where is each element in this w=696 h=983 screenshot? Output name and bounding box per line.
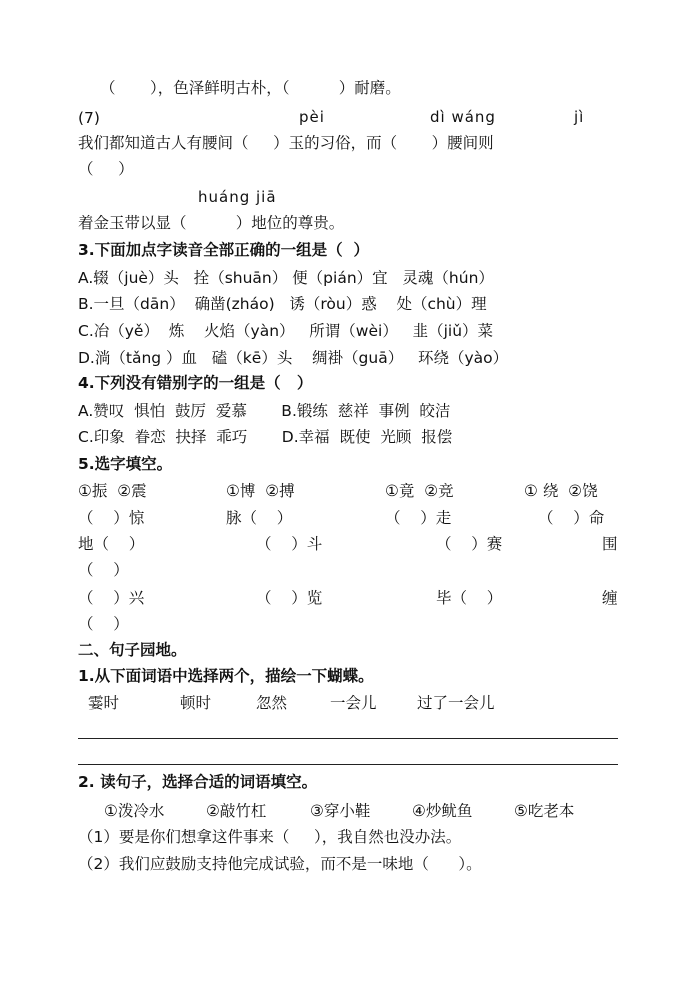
q5-item: （ ）斗 [256,535,323,553]
q5-item: （ ）赛 [436,535,503,553]
q7-number: (7) [78,109,100,127]
idiom-option: ②敲竹杠 [206,802,267,820]
word-option: 一会儿 [330,694,377,712]
answer-line [78,738,618,739]
q7-line1: 我们都知道古人有腰间（ ）玉的习俗，而（ ）腰间则 [78,134,494,152]
q3-option-b: B.一旦（dān） 确凿(zháo) 诱（ròu）惑 处（chù）理 [78,295,487,313]
q5-chars-4: ① 绕 ②饶 [524,482,598,500]
word-option: 忽然 [256,694,288,712]
q5-wrapped-blank: （ ） [78,615,129,633]
pinyin-ji: jì [574,108,585,126]
q5-chars-2: ①博 ②搏 [226,482,295,500]
pinyin-diwang: dì wáng [430,108,496,126]
q4-option-cd: C.印象 眷恋 抉择 乖巧 D.幸福 既使 光顾 报偿 [78,428,453,446]
answer-line [78,764,618,765]
pinyin-huangjia: huáng jiā [198,188,277,206]
q5-item: 缠 [602,589,618,607]
pinyin-pei: pèi [299,108,325,126]
q3-title: 3.下面加点字读音全部正确的一组是（ ） [78,241,369,259]
intro-line: （ ），色泽鲜明古朴，（ ）耐磨。 [100,79,401,97]
q5-title: 5.选字填空。 [78,455,173,473]
q3-option-a: A.辍（juè）头 拴（shuān） 便（pián）宜 灵魂（hún） [78,269,494,287]
word-option: 霎时 [88,694,120,712]
q5-item: 脉（ ） [226,509,293,527]
q5-item: （ ）惊 [78,509,145,527]
q5-item: 围 [602,535,618,553]
q4-option-ab: A.赞叹 惧怕 鼓厉 爱慕 B.锻练 慈祥 事例 皎洁 [78,402,451,420]
sentence-1: （1）要是你们想拿这件事来（ ），我自然也没办法。 [78,828,462,846]
q5-item: （ ）览 [256,589,323,607]
part2-title: 二、句子园地。 [78,641,187,659]
q5-item: （ ）命 [538,509,605,527]
q5-chars-3: ①竟 ②竞 [385,482,454,500]
part2-q1-title: 1.从下面词语中选择两个，描绘一下蝴蝶。 [78,667,374,685]
q7-line3: 着金玉带以显（ ）地位的尊贵。 [78,214,345,232]
part2-q2-title: 2. 读句子，选择合适的词语填空。 [78,773,318,791]
q5-item: 地（ ） [78,535,145,553]
sentence-2: （2）我们应鼓励支持他完成试验，而不是一味地（ ）。 [78,855,482,873]
q5-chars-1: ①振 ②震 [78,482,147,500]
idiom-option: ①泼冷水 [104,802,165,820]
q5-item: （ ）走 [385,509,452,527]
q3-option-d: D.淌（tǎng ）血 磕（kē）头 绸褂（guā） 环绕（yào） [78,349,509,367]
q3-option-c: C.冶（yě） 炼 火焰（yàn） 所谓（wèi） 韭（jiǔ）菜 [78,322,494,340]
idiom-option: ④炒鱿鱼 [412,802,473,820]
q5-wrapped-blank: （ ） [78,561,129,579]
q5-item: （ ）兴 [78,589,145,607]
q5-item: 毕（ ） [436,589,503,607]
q7-line2: （ ） [78,160,134,178]
q4-title: 4.下列没有错别字的一组是（ ） [78,374,313,392]
idiom-option: ③穿小鞋 [310,802,371,820]
word-option: 过了一会儿 [417,694,495,712]
word-option: 顿时 [180,694,212,712]
idiom-option: ⑤吃老本 [514,802,575,820]
